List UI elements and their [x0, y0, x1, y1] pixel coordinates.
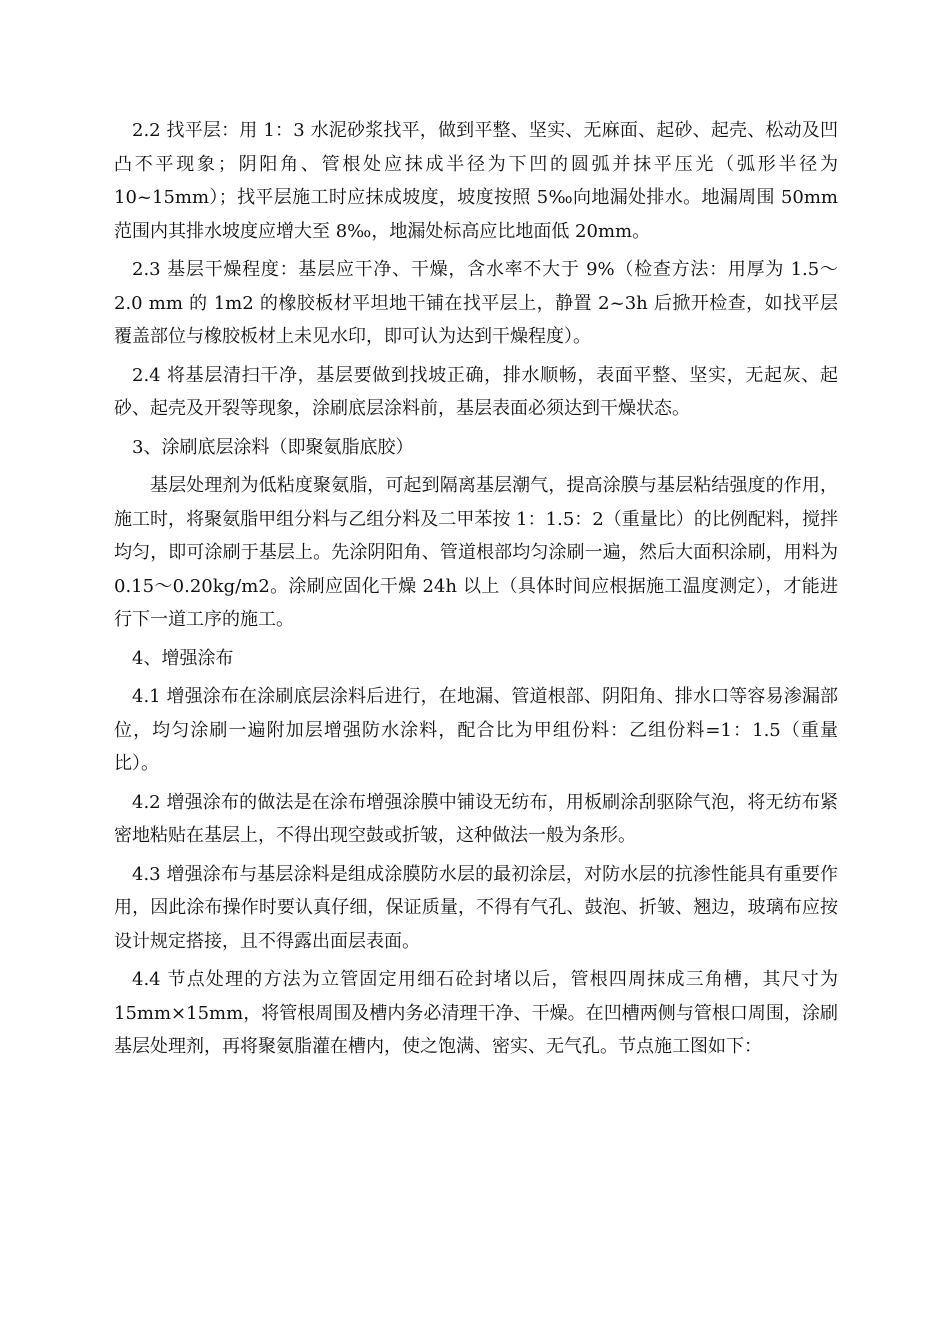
section-heading-4: 4、增强涂布: [132, 647, 234, 669]
paragraph-4-1: 4.1 增强涂布在涂刷底层涂料后进行，在地漏、管道根部、阴阳角、排水口等容易渗漏部位，均匀涂刷一遍附加层增强防水涂料，配合比为甲组份料：乙组份料=1：1.5（重量比）。: [114, 686, 838, 774]
paragraph-4-3: 4.3 增强涂布与基层涂料是组成涂膜防水层的最初涂层，对防水层的抗渗性能具有重要作用，因此涂布操作时要认真仔细，保证质量，不得有气孔、鼓泡、折皱、翘边，玻璃布应按设计规定搭接，且不得露出面层表面。: [114, 863, 838, 952]
document-body: [114, 114, 838, 1069]
paragraph-4-2: 4.2 增强涂布的做法是在涂布增强涂膜中铺设无纺布，用板刷涂刮驱除气泡，将无纺布紧密地粘贴在基层上，不得出现空鼓或折皱，这种做法一般为条形。: [114, 791, 838, 846]
paragraph-2-4: 2.4 将基层清扫干净，基层要做到找坡正确，排水顺畅，表面平整、坚实，无起灰、起砂、起壳及开裂等现象，涂刷底层涂料前，基层表面必须达到干燥状态。: [114, 364, 838, 419]
section-heading-3: 3、涂刷底层涂料（即聚氨脂底胶）: [132, 436, 414, 458]
paragraph-2-3: 2.3 基层干燥程度：基层应干净、干燥，含水率不大于 9%（检查方法：用厚为 1.5～2.0 mm 的 1m2 的橡胶板材平坦地干铺在找平层上，静置 2~3h 后掀开检查，如找平层覆盖部位与橡胶板材上未见水印，即可认为达到干燥程度）。: [114, 259, 838, 347]
paragraph-3-body: 基层处理剂为低粘度聚氨脂，可起到隔离基层潮气，提高涂膜与基层粘结强度的作用，施工时，将聚氨脂甲组分料与乙组分料及二甲苯按 1：1.5：2（重量比）的比例配料，搅拌均匀，即可涂刷于基层上。先涂阴阳角、管道根部均匀涂刷一遍，然后大面积涂刷，用料为 0.15～0.20kg/m2。涂刷应固化干燥 24h 以上（具体时间应根据施工温度测定），才能进行下一道工序的施工。: [114, 475, 838, 630]
paragraph-2-2: 2.2 找平层：用 1：3 水泥砂浆找平，做到平整、坚实、无麻面、起砂、起壳、松动及凹凸不平现象；阴阳角、管根处应抹成半径为下凹的圆弧并抹平压光（弧形半径为 10~15mm）；找平层施工时应抹成坡度，坡度按照 5‰向地漏处排水。地漏周围 50mm 范围内其排水坡度应增大至 8‰，地漏处标高应比地面低 20mm。: [114, 120, 838, 242]
paragraph-4-4: 4.4 节点处理的方法为立管固定用细石砼封堵以后，管根四周抹成三角槽，其尺寸为 15mm×15mm，将管根周围及槽内务必清理干净、干燥。在凹槽两侧与管根口周围，涂刷基层处理剂，再将聚氨脂灌在槽内，使之饱满、密实、无气孔。节点施工图如下：: [114, 969, 838, 1057]
